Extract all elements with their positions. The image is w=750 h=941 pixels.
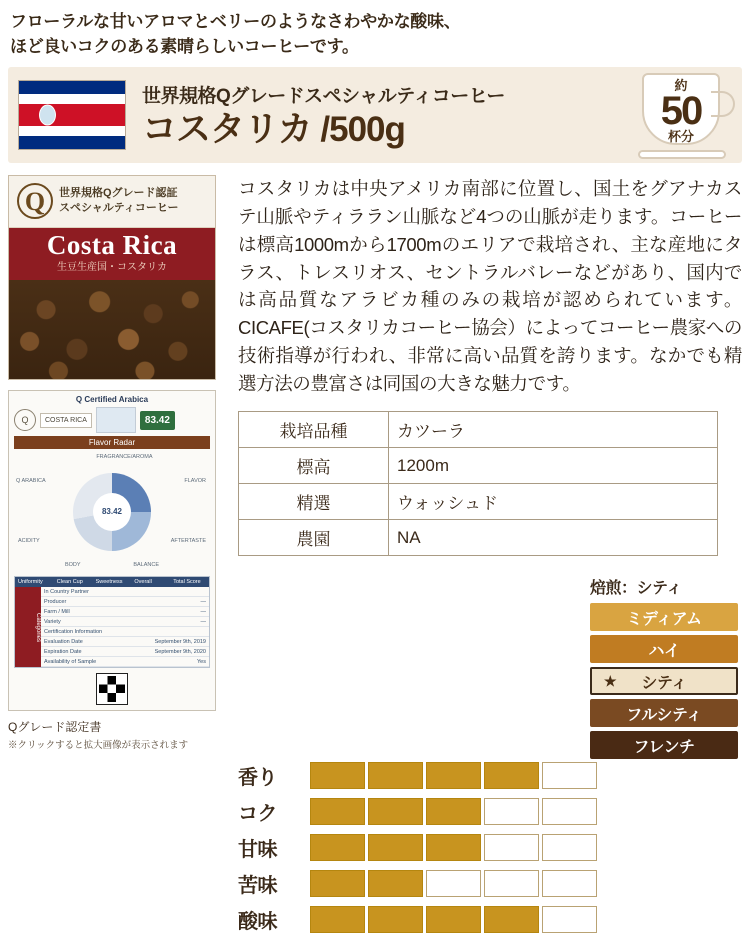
country-map-icon — [96, 407, 136, 433]
spec-value-3: NA — [389, 520, 718, 556]
package-q-text-2: スペシャルティコーヒー — [59, 202, 179, 215]
cert-row-0-val: — — [200, 598, 206, 605]
taste-cell — [484, 834, 539, 861]
cup-approx-label: 約 — [674, 78, 688, 94]
cert-row2-0-key: Evaluation Date — [44, 638, 83, 645]
taste-cell — [368, 834, 423, 861]
radar-label-1: Q ARABICA — [16, 478, 46, 485]
cert-section-2-title: In Country Partner — [44, 588, 89, 595]
cert-row2-0-val: September 9th, 2019 — [154, 638, 206, 645]
roast-heading: 焙煎：シティ — [590, 580, 682, 597]
taste-cell — [484, 762, 539, 789]
q-arabica-logo-icon: Q — [14, 409, 36, 431]
title-subtitle: 世界規格Qグレードスペシャルティコーヒー — [142, 85, 505, 107]
taste-cell — [426, 870, 481, 897]
taste-label-4: 酸味 — [238, 911, 277, 934]
roast-label-2: シティ — [641, 674, 687, 692]
lead-copy — [0, 0, 750, 63]
certificate-title: Q Certified Arabica — [75, 395, 149, 405]
taste-cell — [368, 798, 423, 825]
certificate-note: ※クリックすると拡大画像が表示されます — [8, 740, 189, 752]
taste-row-acidity — [238, 905, 718, 934]
cert-col-2: Sweetness — [95, 579, 123, 586]
certificate-origin-chip: COSTA RICA — [40, 413, 92, 428]
qr-code-icon — [97, 674, 127, 704]
cert-col-3: Overall — [134, 579, 152, 586]
spec-key-1: 標高 — [239, 448, 389, 484]
spec-key-2: 精選 — [239, 484, 389, 520]
taste-cell — [368, 906, 423, 933]
spec-value-2: ウォッシュド — [389, 484, 718, 520]
taste-cell — [310, 762, 365, 789]
title-text — [142, 81, 505, 150]
cup-count-badge — [638, 65, 734, 165]
taste-cells-3 — [310, 870, 597, 897]
cert-side-label: Categories — [15, 587, 41, 667]
radar-label-2: FLAVOR — [184, 478, 206, 485]
taste-label-0: 香り — [238, 767, 277, 790]
roast-label-3: フルシティ — [626, 706, 702, 724]
cert-row-1-key: Farm / Mill — [44, 608, 70, 615]
roast-label-0: ミディアム — [626, 610, 702, 628]
taste-cell — [310, 798, 365, 825]
taste-cell — [368, 762, 423, 789]
package-product-name: Costa Rica — [46, 230, 178, 261]
taste-chart — [238, 761, 718, 941]
taste-label-2: 甘味 — [238, 839, 277, 862]
cert-col-1: Clean Cup — [56, 579, 83, 586]
taste-cell — [426, 798, 481, 825]
taste-cell — [426, 906, 481, 933]
cup-saucer-icon — [638, 150, 726, 159]
certificate-caption: Qグレード認定書 — [8, 720, 102, 735]
roast-label-1: ハイ — [648, 642, 680, 660]
roast-label-4: フレンチ — [633, 738, 695, 756]
taste-cell — [310, 834, 365, 861]
product-package-image — [8, 175, 216, 380]
left-column — [8, 175, 226, 751]
taste-cell — [484, 798, 539, 825]
taste-row-bitterness — [238, 869, 718, 898]
taste-cells-1 — [310, 798, 597, 825]
cert-row-0-key: Producer — [44, 598, 67, 605]
lead-line-2: ほど良いコクのある素晴らしいコーヒーです。 — [10, 36, 359, 56]
taste-cell — [310, 870, 365, 897]
cert-section-3-title: Certification Information — [44, 628, 103, 635]
coffee-beans-photo — [9, 280, 215, 379]
q-certificate-thumbnail[interactable] — [8, 390, 216, 711]
taste-cells-4 — [310, 906, 597, 933]
roast-level-list — [590, 575, 738, 763]
taste-cell — [542, 798, 597, 825]
cert-col-0: Uniformity — [18, 579, 43, 586]
roast-item-french[interactable] — [590, 731, 738, 759]
spec-key-0: 栽培品種 — [239, 412, 389, 448]
table-row — [239, 520, 718, 556]
radar-label-0: FRAGRANCE/AROMA — [96, 454, 153, 461]
flavor-radar-label: Flavor Radar — [14, 436, 210, 449]
cert-row-1-val: — — [200, 608, 206, 615]
lead-line-1: フローラルな甘いアロマとベリーのようなさわやかな酸味、 — [10, 12, 461, 31]
cert-col-4: Total Score — [173, 579, 201, 586]
table-row — [239, 484, 718, 520]
radar-label-4: ACIDITY — [18, 538, 40, 545]
product-description: コスタリカは中央アメリカ南部に位置し、国土をグアナカステ山脈やティララン山脈など4つの山脈が走ります。コーヒーは標高1000mから1700mのエリアで栽培され、主な産地にタラス、トレスリオス、セントラルバレーなどがあり、国内では高品質なアラビカ種のみの栽培が認められています。CICAFE(コスタリカコーヒー協会）によってコーヒー農家への技術指導が行われ、非常に高い品質を誇ります。なかでも精選方法の豊富さは同国の大きな魅力です。 — [238, 178, 742, 394]
taste-cells-2 — [310, 834, 597, 861]
certificate-detail-table — [14, 576, 210, 668]
certificate-score: 83.42 — [140, 411, 175, 430]
q-grade-seal-icon: Q — [17, 183, 53, 219]
cert-row2-1-val: September 9th, 2020 — [154, 648, 206, 655]
taste-cell — [426, 834, 481, 861]
roast-item-fullcity[interactable] — [590, 699, 738, 727]
taste-row-body — [238, 797, 718, 826]
cert-row-2-val: — — [200, 618, 206, 625]
taste-cell — [368, 870, 423, 897]
taste-cell — [542, 870, 597, 897]
taste-cell — [484, 906, 539, 933]
radar-center-score: 83.42 — [93, 493, 131, 531]
star-icon: ★ — [604, 672, 617, 689]
table-row — [239, 412, 718, 448]
roast-item-city-selected[interactable] — [590, 667, 738, 695]
roast-item-medium[interactable] — [590, 603, 738, 631]
cup-count-number: 50 — [660, 89, 702, 134]
taste-section — [0, 761, 750, 941]
taste-label-1: コク — [238, 803, 277, 826]
taste-cells-0 — [310, 762, 597, 789]
radar-label-3: AFTERTASTE — [170, 538, 206, 545]
spec-value-1: 1200m — [389, 448, 718, 484]
roast-item-high[interactable] — [590, 635, 738, 663]
taste-cell — [542, 906, 597, 933]
cert-row2-2-key: Availability of Sample — [44, 658, 97, 665]
package-q-text-1: 世界規格Qグレード認証 — [59, 187, 178, 200]
radar-label-6: BALANCE — [133, 562, 160, 569]
costa-rica-flag-icon — [18, 80, 126, 150]
table-row — [239, 448, 718, 484]
cup-count-unit: 杯分 — [667, 129, 694, 145]
taste-label-3: 苦味 — [238, 875, 277, 898]
radar-label-5: BODY — [64, 562, 81, 569]
spec-value-0: カツーラ — [389, 412, 718, 448]
title-band — [8, 67, 742, 163]
taste-cell — [426, 762, 481, 789]
taste-cell — [542, 762, 597, 789]
taste-row-sweetness — [238, 833, 718, 862]
taste-cell — [542, 834, 597, 861]
cert-row2-2-val: Yes — [197, 658, 206, 665]
spec-table — [238, 411, 718, 556]
package-origin-label: 生豆生産国・コスタリカ — [57, 262, 167, 274]
cert-row-2-key: Variety — [44, 618, 61, 625]
taste-cell — [484, 870, 539, 897]
spec-key-3: 農園 — [239, 520, 389, 556]
cert-row2-1-key: Expiration Date — [44, 648, 82, 655]
taste-cell — [310, 906, 365, 933]
page-title: コスタリカ /500g — [142, 109, 405, 149]
flavor-radar-chart — [14, 452, 210, 572]
